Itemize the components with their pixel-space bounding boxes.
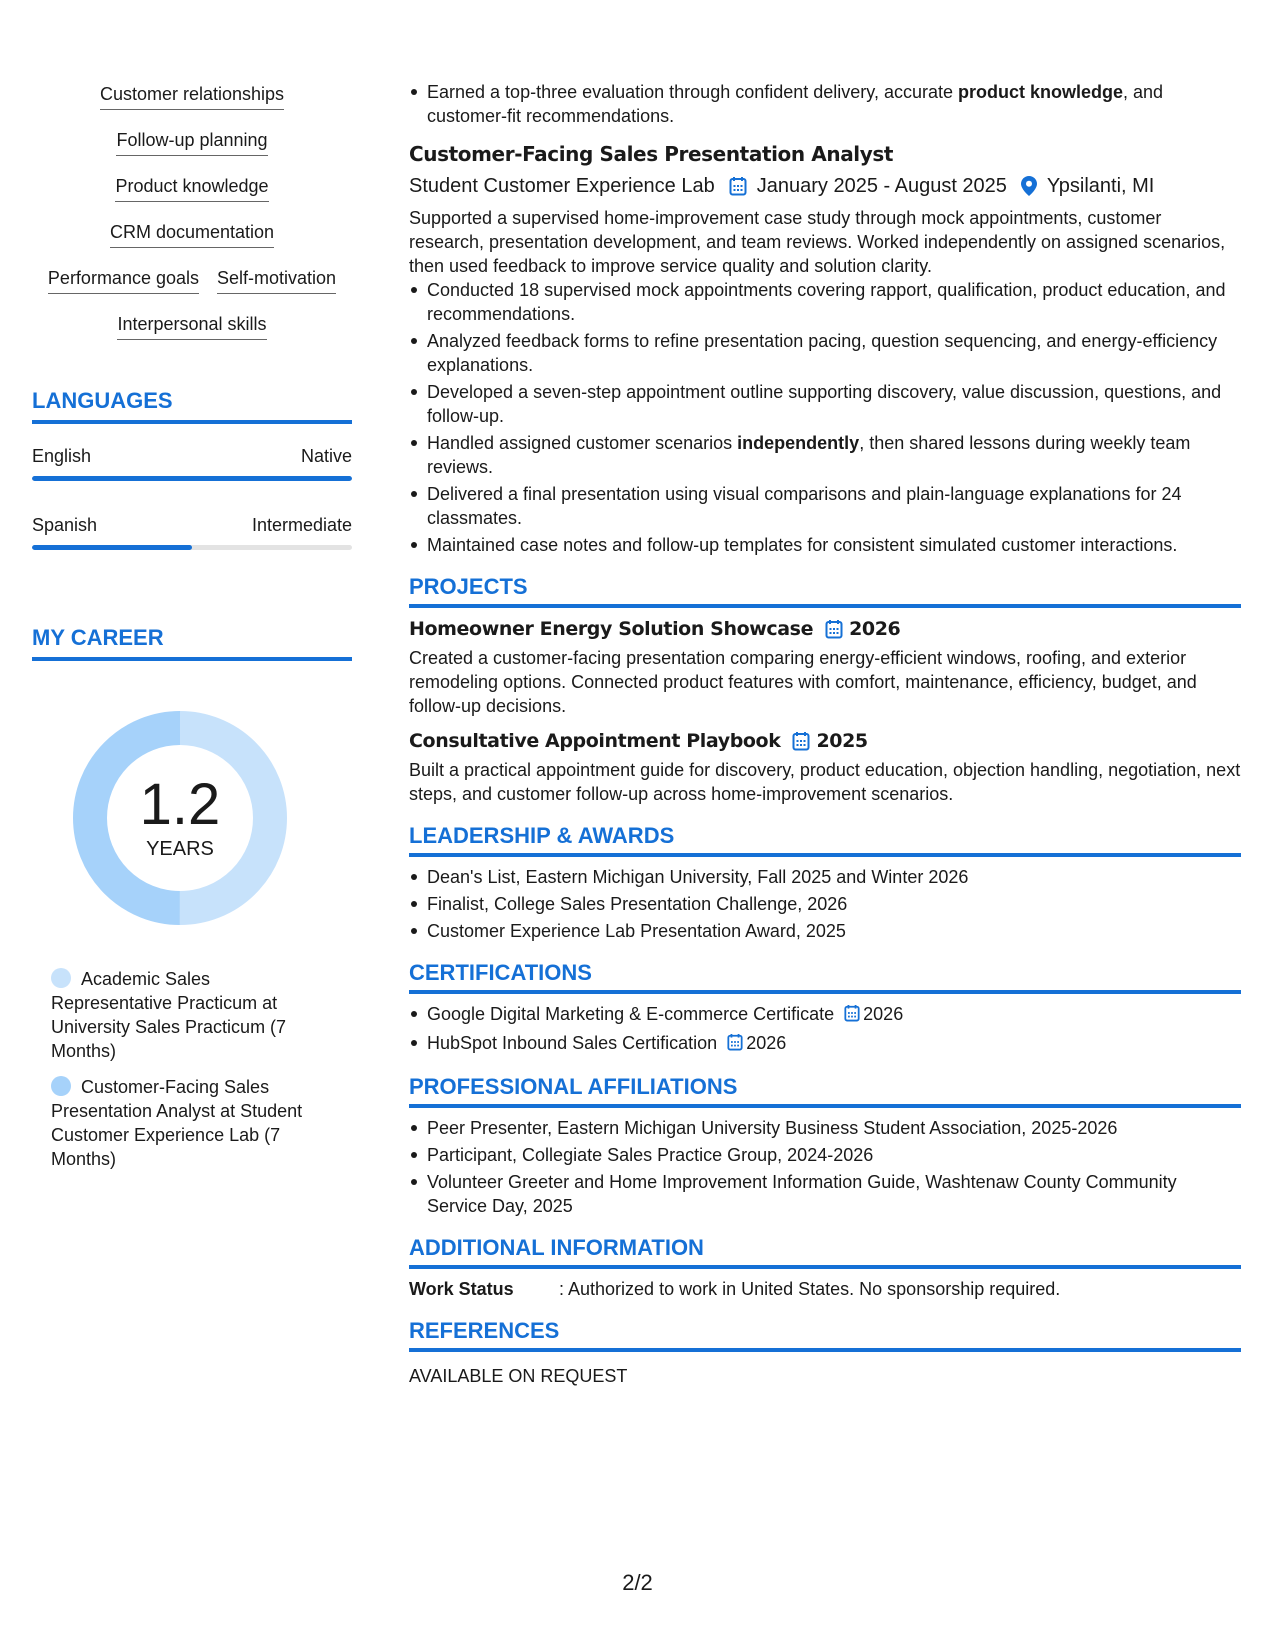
language-proficiency-fill — [32, 545, 192, 550]
job-bullet: Analyzed feedback forms to refine presentation pacing, question sequencing, and energy-efficiency explanations. — [409, 329, 1241, 377]
career-title: MY CAREER — [32, 625, 352, 661]
previous-job-bullets — [409, 80, 1241, 128]
certification-name: HubSpot Inbound Sales Certification — [427, 1033, 718, 1053]
left-column — [32, 82, 352, 1183]
skills-list — [32, 82, 352, 358]
language-proficiency-bar — [32, 476, 352, 481]
work-status-row — [409, 1277, 1241, 1301]
career-legend-label: Customer-Facing Sales Presentation Analyst at Student Customer Experience Lab (7 Months) — [51, 1077, 303, 1169]
skill-tag: Self-motivation — [217, 266, 336, 294]
skill-tag: Customer relationships — [100, 82, 284, 110]
calendar-icon — [844, 1004, 860, 1028]
work-status-key: Work Status — [409, 1279, 514, 1299]
project-item — [409, 616, 1241, 718]
references-title: REFERENCES — [409, 1317, 1241, 1352]
language-item — [32, 513, 352, 550]
affiliation-item: Peer Presenter, Eastern Michigan University Business Student Association, 2025-2026 — [409, 1116, 1241, 1140]
language-name: Spanish — [32, 515, 98, 535]
project-name: Homeowner Energy Solution Showcase — [409, 618, 814, 640]
project-year: 2026 — [849, 618, 901, 640]
language-level: Native — [300, 446, 352, 466]
job-meta — [409, 172, 1241, 200]
career-legend — [32, 967, 312, 1171]
affiliations-title: PROFESSIONAL AFFILIATIONS — [409, 1073, 1241, 1108]
career-donut-chart — [67, 705, 293, 931]
additional-info-title: ADDITIONAL INFORMATION — [409, 1234, 1241, 1269]
certification-item — [409, 1031, 1241, 1057]
certifications-title: CERTIFICATIONS — [409, 959, 1241, 994]
leadership-list — [409, 865, 1241, 943]
leadership-item: Customer Experience Lab Presentation Award, 2025 — [409, 919, 1241, 943]
career-total-years: 1.2 — [139, 772, 221, 837]
job-location: Ypsilanti, MI — [1046, 175, 1155, 197]
skill-tag: Interpersonal skills — [117, 312, 266, 340]
languages-section — [32, 388, 352, 550]
project-description: Built a practical appointment guide for discovery, product education, objection handling, negotiation, next steps, and customer follow-up across home-improvement scenarios. — [409, 760, 1241, 804]
career-legend-item — [51, 1075, 312, 1171]
career-legend-item — [51, 967, 312, 1063]
project-item — [409, 728, 1241, 806]
experience-entry — [409, 140, 1241, 557]
project-description: Created a customer-facing presentation comparing energy-efficient windows, roofing, and exterior remodeling options. Connected product features with comfort, maintenance, efficiency, budget, and follow-up decisions. — [409, 648, 1197, 716]
language-proficiency-bar — [32, 545, 352, 550]
language-name: English — [32, 446, 92, 466]
job-bullets — [409, 278, 1241, 557]
career-legend-label: Academic Sales Representative Practicum at University Sales Practicum (7 Months) — [51, 969, 287, 1061]
job-title: Customer-Facing Sales Presentation Analyst — [409, 142, 894, 166]
project-year: 2025 — [816, 730, 868, 752]
leadership-item: Finalist, College Sales Presentation Challenge, 2026 — [409, 892, 1241, 916]
job-bullet: Delivered a final presentation using visual comparisons and plain-language explanations for 24 classmates. — [409, 482, 1241, 530]
affiliation-item: Participant, Collegiate Sales Practice Group, 2024-2026 — [409, 1143, 1241, 1167]
career-total-unit: YEARS — [146, 838, 214, 860]
certification-name: Google Digital Marketing & E-commerce Certificate — [427, 1004, 835, 1024]
certification-year: 2026 — [863, 1004, 904, 1024]
job-dates: January 2025 - August 2025 — [756, 175, 1007, 197]
projects-title: PROJECTS — [409, 573, 1241, 608]
language-level: Intermediate — [251, 515, 352, 535]
affiliation-item: Volunteer Greeter and Home Improvement Information Guide, Washtenaw County Community Service Day, 2025 — [409, 1170, 1241, 1218]
references-text: AVAILABLE ON REQUEST — [409, 1366, 628, 1386]
affiliations-list — [409, 1116, 1241, 1218]
job-bullet: Developed a seven-step appointment outline supporting discovery, value discussion, questions, and follow-up. — [409, 380, 1241, 428]
language-proficiency-fill — [32, 476, 352, 481]
skill-tag: Performance goals — [48, 266, 199, 294]
certification-item — [409, 1002, 1241, 1028]
legend-dot-icon — [51, 968, 71, 988]
location-pin-icon — [1021, 176, 1037, 196]
project-name: Consultative Appointment Playbook — [409, 730, 781, 752]
job-bullet: Conducted 18 supervised mock appointments covering rapport, qualification, product education, and recommendations. — [409, 278, 1241, 326]
calendar-icon — [825, 619, 843, 639]
calendar-icon — [792, 731, 810, 751]
legend-dot-icon — [51, 1076, 71, 1096]
leadership-title: LEADERSHIP & AWARDS — [409, 822, 1241, 857]
leadership-item: Dean's List, Eastern Michigan University, Fall 2025 and Winter 2026 — [409, 865, 1241, 889]
language-item — [32, 444, 352, 481]
job-bullet: Earned a top-three evaluation through confident delivery, accurate product knowledge, and customer-fit recommendations. — [409, 80, 1241, 128]
career-section — [32, 625, 352, 1171]
skill-tag: Follow-up planning — [116, 128, 267, 156]
job-bullet: Maintained case notes and follow-up templates for consistent simulated customer interactions. — [409, 533, 1241, 557]
certification-year: 2026 — [746, 1033, 787, 1053]
languages-title: LANGUAGES — [32, 388, 352, 424]
job-description: Supported a supervised home-improvement case study through mock appointments, customer research, presentation development, and team reviews. Worked independently on assigned scenarios, then used feedback to improve service quality and solution clarity. — [409, 208, 1226, 276]
job-bullet: Handled assigned customer scenarios independently, then shared lessons during weekly team reviews. — [409, 431, 1241, 479]
certifications-list — [409, 1002, 1241, 1057]
calendar-icon — [727, 1033, 743, 1057]
skill-tag: CRM documentation — [110, 220, 274, 248]
skill-tag: Product knowledge — [115, 174, 268, 202]
page-number: 2/2 — [622, 1570, 653, 1595]
job-company: Student Customer Experience Lab — [409, 175, 715, 197]
work-status-value: : Authorized to work in United States. No sponsorship required. — [559, 1279, 1061, 1299]
right-column — [409, 80, 1241, 1388]
calendar-icon — [729, 176, 747, 196]
